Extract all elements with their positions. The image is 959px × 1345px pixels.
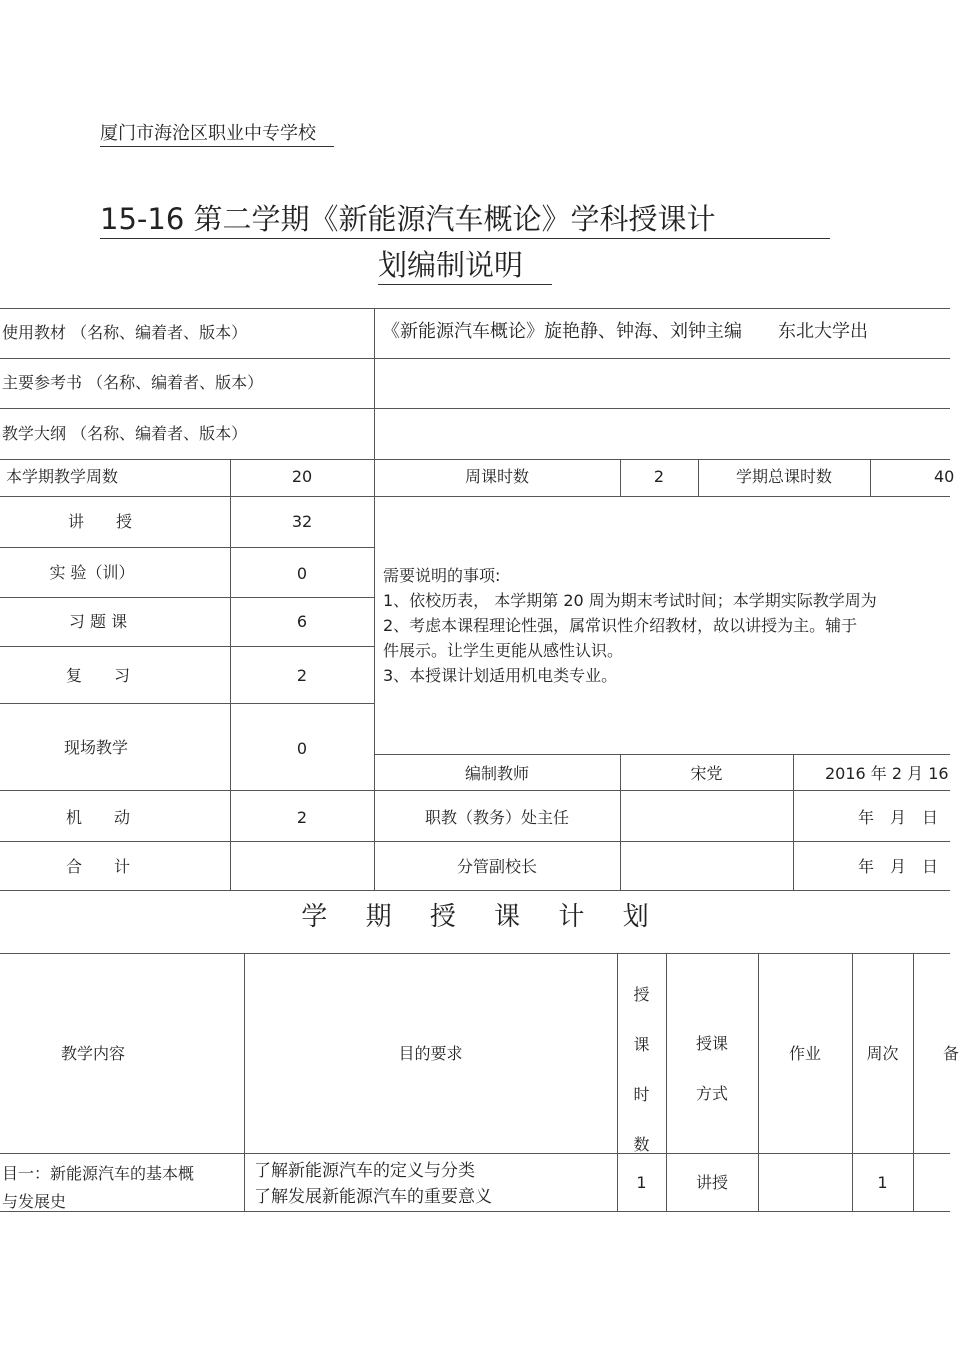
- syllabus-label: 教学大纲 （名称、编着者、版本）: [2, 424, 248, 443]
- director-label: 职教（教务）处主任: [424, 808, 569, 827]
- rule: [0, 459, 950, 460]
- exercise-value: 6: [296, 612, 308, 631]
- exercise-label: 习 题 课: [68, 612, 128, 631]
- compiler-value: 宋党: [690, 764, 723, 783]
- rule: [0, 597, 374, 598]
- rule: [0, 408, 950, 409]
- content-line: 目一：新能源汽车的基本概: [2, 1164, 195, 1183]
- vice-principal-date: 年 月 日: [858, 857, 939, 876]
- content-line: 与发展史: [2, 1192, 67, 1211]
- rule: [758, 953, 759, 1211]
- plan-title-char: 学: [301, 902, 328, 932]
- header-method: [666, 1019, 758, 1119]
- rule: [0, 703, 374, 704]
- rule: [793, 754, 794, 890]
- header-week: 周次: [866, 1044, 899, 1063]
- note-line: 件展示。让学生更能从感性认识。: [383, 641, 624, 660]
- weeks-value: 20: [291, 467, 313, 486]
- purpose-line: 了解发展新能源汽车的重要意义: [254, 1187, 492, 1207]
- textbook-value: 《新能源汽车概论》旋艳静、钟海、刘钟主编 东北大学出: [382, 321, 868, 342]
- weekly-hours-label: 周课时数: [464, 467, 529, 486]
- rule: [0, 646, 374, 647]
- header-hours: [617, 970, 666, 1170]
- compile-date: 2016 年 2 月 16: [825, 764, 949, 783]
- onsite-label: 现场教学: [63, 738, 128, 757]
- rule: [0, 496, 950, 497]
- onsite-value: 0: [296, 739, 308, 758]
- rule: [374, 754, 950, 755]
- header-method-line: 方式: [695, 1084, 728, 1103]
- note-line: 1、依校历表， 本学期第 20 周为期末考试时间；本学期实际教学周为: [383, 591, 877, 610]
- rule: [0, 1153, 950, 1154]
- review-label: 复 习: [65, 666, 130, 685]
- table-row-hours: 1: [636, 1173, 647, 1192]
- rule: [0, 841, 950, 842]
- table-row-week: 1: [877, 1173, 888, 1192]
- plan-title: [0, 896, 950, 933]
- table-row-purpose: [254, 1158, 492, 1210]
- table-row-method: 讲授: [695, 1173, 728, 1192]
- header-hours-char: 数: [633, 1135, 650, 1154]
- rule: [374, 308, 375, 890]
- reference-label: 主要参考书 （名称、编着者、版本）: [2, 373, 264, 392]
- review-value: 2: [296, 666, 308, 685]
- note-line: 需要说明的事项:: [383, 566, 501, 585]
- compiler-label: 编制教师: [464, 764, 529, 783]
- note-line: 2、考虑本课程理论性强，属常识性介绍教材，故以讲授为主。辅于: [383, 616, 858, 635]
- plan-title-char: 授: [429, 902, 456, 932]
- plan-title-char: 课: [494, 902, 521, 932]
- rule: [870, 459, 871, 496]
- rule: [0, 890, 950, 891]
- header-method-line: 授课: [695, 1034, 728, 1053]
- header-hours-char: 课: [633, 1035, 650, 1054]
- rule: [0, 790, 950, 791]
- total-label: 合 计: [65, 857, 130, 876]
- purpose-line: 了解新能源汽车的定义与分类: [254, 1161, 475, 1181]
- vice-principal-label: 分管副校长: [456, 857, 537, 876]
- table-row-content: [2, 1160, 194, 1216]
- rule: [0, 308, 950, 309]
- header-purpose: 目的要求: [398, 1044, 463, 1063]
- header-extra: 备: [943, 1044, 959, 1063]
- plan-title-char: 期: [365, 902, 392, 932]
- header-homework: 作业: [788, 1044, 821, 1063]
- rule: [0, 358, 950, 359]
- header-hours-char: 授: [633, 985, 650, 1004]
- doc-title-line1: 15-16 第二学期《新能源汽车概论》学科授课计: [100, 200, 830, 239]
- plan-title-char: 计: [558, 902, 585, 932]
- rule: [0, 547, 374, 548]
- notes-block: [383, 563, 877, 688]
- lab-label: 实 验（训）: [49, 563, 135, 582]
- total-hours-value: 40: [934, 467, 955, 486]
- total-hours-label: 学期总课时数: [735, 467, 832, 486]
- lecture-label: 讲 授: [67, 512, 132, 531]
- school-name: 厦门市海沧区职业中专学校: [100, 122, 334, 147]
- lecture-value: 32: [291, 512, 313, 531]
- weekly-hours-value: 2: [653, 467, 665, 486]
- textbook-label: 使用教材 （名称、编着者、版本）: [2, 323, 248, 342]
- weeks-label: 本学期教学周数: [6, 467, 119, 486]
- rule: [913, 953, 914, 1211]
- header-content: 教学内容: [60, 1044, 125, 1063]
- header-hours-char: 时: [633, 1085, 650, 1104]
- flexible-label: 机 动: [65, 808, 130, 827]
- lab-value: 0: [296, 564, 308, 583]
- doc-title-line2: 划编制说明: [378, 246, 552, 285]
- director-date: 年 月 日: [858, 808, 939, 827]
- plan-title-char: 划: [622, 902, 649, 932]
- rule: [0, 953, 950, 954]
- flexible-value: 2: [296, 808, 308, 827]
- rule: [244, 953, 245, 1211]
- note-line: 3、本授课计划适用机电类专业。: [383, 666, 618, 685]
